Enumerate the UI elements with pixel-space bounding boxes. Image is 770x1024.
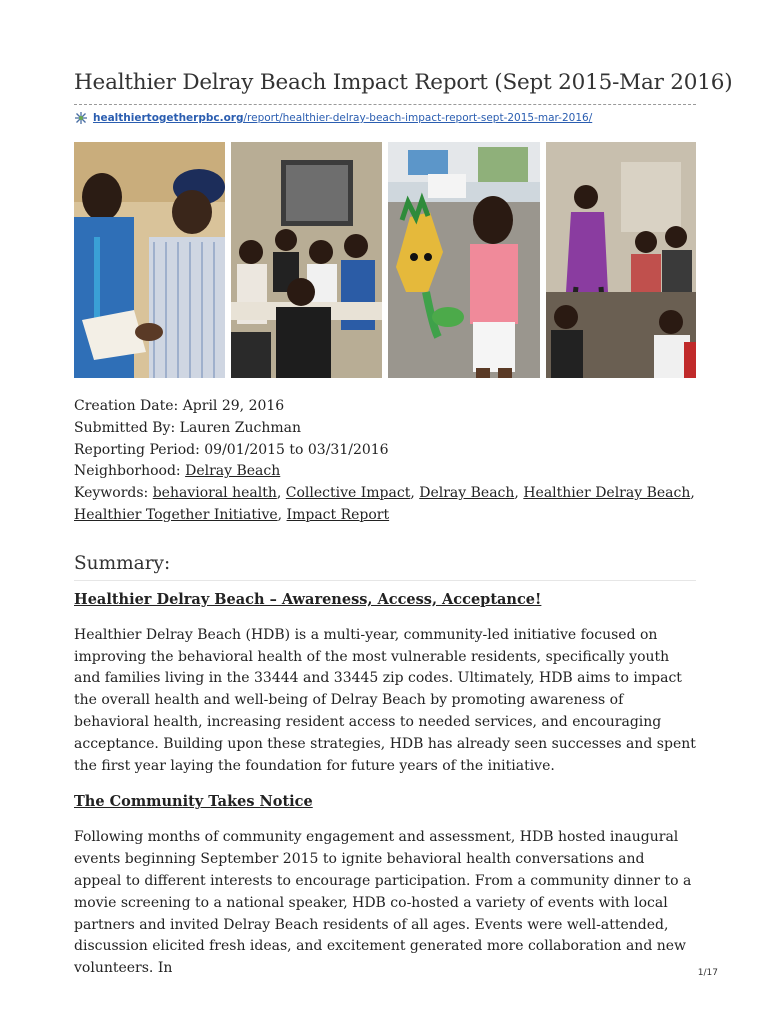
creation-date-value: April 29, 2016	[182, 398, 285, 414]
neighborhood-label: Neighborhood:	[74, 463, 181, 480]
summary-divider	[74, 580, 696, 581]
submitted-by-label: Submitted By:	[74, 419, 176, 436]
keywords-label: Keywords:	[74, 485, 149, 502]
photo-group-table	[231, 142, 382, 378]
keyword-link[interactable]: Impact Report	[286, 506, 390, 523]
submitted-by-row	[74, 418, 696, 440]
page-title: Healthier Delray Beach Impact Report (Sept 2015-Mar 2016)	[74, 70, 733, 95]
report-metadata	[74, 396, 696, 527]
creation-date-label: Creation Date:	[74, 398, 179, 414]
url-path-link[interactable]: /report/healthier-delray-beach-impact-report-sept-2015-mar-2016/	[243, 112, 593, 124]
reporting-period-label: Reporting Period:	[74, 441, 200, 458]
creation-date-row	[74, 396, 696, 418]
reporting-period-value: 09/01/2015 to 03/31/2016	[204, 441, 389, 458]
keyword-link[interactable]: Collective Impact	[285, 485, 411, 502]
keyword-link[interactable]: Delray Beach	[419, 485, 515, 502]
summary-heading: Summary:	[74, 552, 171, 574]
submitted-by-value: Lauren Zuchman	[179, 419, 301, 436]
keyword-link[interactable]: behavioral health	[152, 485, 277, 502]
section-body-community: Following months of community engagement and assessment, HDB hosted inaugural events beginning September 2015 to ignite behavioral health conversations and appeal to different interests to encourage participation. From a community dinner to a movie screening to a national speaker, HDB co-hosted a variety of events with local partners and invited Delray Beach residents of all ages. Events were well-attended, discussion elicited fresh ideas, and excitement generated more collaboration and new volunteers. In	[74, 829, 692, 977]
neighborhood-link[interactable]: Delray Beach	[185, 463, 281, 480]
photo-performer	[546, 142, 696, 378]
photo-collage	[74, 142, 696, 378]
title-divider	[74, 104, 696, 105]
reporting-period-row	[74, 440, 696, 462]
keywords-row: Keywords: behavioral health, Collective Impact, Delray Beach, Healthier Delray Beach, Healthier Together Initiative, Impact Report	[74, 485, 695, 523]
section-heading-community: The Community Takes Notice	[74, 793, 313, 811]
photo-girl-pineapple	[388, 142, 540, 378]
neighborhood-row	[74, 461, 696, 483]
photo-handshake	[74, 142, 225, 378]
keyword-link[interactable]: Healthier Delray Beach	[523, 485, 691, 502]
page-number: 1/17	[697, 968, 718, 978]
url-host-link[interactable]: healthiertogetherpbc.org	[93, 112, 244, 124]
source-url[interactable]	[74, 111, 696, 125]
section-body-awareness: Healthier Delray Beach (HDB) is a multi-year, community-led initiative focused on improving the behavioral health of the most vulnerable residents, specifically youth and families living in the 33444 and 33445 zip codes. Ultimately, HDB aims to impact the overall health and well-being of Delray Beach by promoting awareness of behavioral health, increasing resident access to needed services, and encouraging acceptance. Building upon these strategies, HDB has already seen successes and spent the first year laying the foundation for future years of the initiative.	[74, 626, 696, 774]
keyword-link[interactable]: Healthier Together Initiative	[74, 506, 278, 523]
star-logo-icon	[74, 111, 88, 125]
section-heading-awareness: Healthier Delray Beach – Awareness, Access, Acceptance!	[74, 590, 542, 608]
